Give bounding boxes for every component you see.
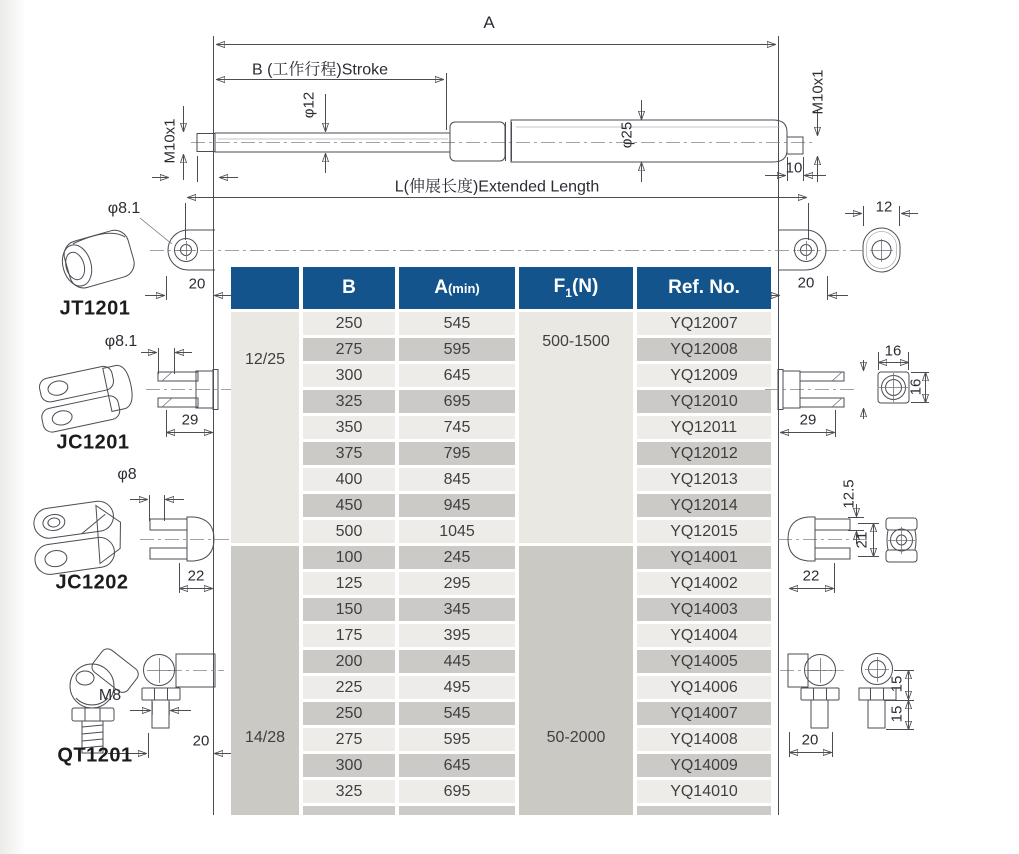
cell-a: 745 <box>399 416 515 439</box>
header-f-sub: 1 <box>565 285 572 300</box>
table-row <box>231 364 771 387</box>
dim-label-12-5: 12.5 <box>840 479 858 509</box>
cell-ref: YQ14007 <box>637 702 771 725</box>
jt1201-photo <box>57 227 138 292</box>
table-row <box>231 442 771 465</box>
header-a-sub: (min) <box>447 281 480 296</box>
cell-ref: YQ14006 <box>637 676 771 699</box>
header-b: B <box>303 267 395 309</box>
dim-label-a: A <box>483 13 495 32</box>
table-row <box>231 754 771 777</box>
cell-b: 500 <box>303 520 395 543</box>
cell-ref: YQ14001 <box>637 546 771 569</box>
fitting-label-jc1202: JC1202 <box>55 571 129 594</box>
cell-b: 450 <box>303 494 395 517</box>
cell-ref: YQ12015 <box>637 520 771 543</box>
dim-label-29-left: 29 <box>181 411 199 429</box>
header-a-main: A <box>434 277 448 298</box>
table-row <box>231 390 771 413</box>
table-row <box>231 780 771 803</box>
dim-label-phi12: φ12 <box>300 91 318 119</box>
dim-label-m10x1-right: M10x1 <box>809 69 827 115</box>
cell-a: 245 <box>399 546 515 569</box>
dim-label-15-lower: 15 <box>888 705 906 723</box>
dim-label-22-left: 22 <box>187 567 205 585</box>
cell-b: 250 <box>303 702 395 725</box>
cell-a: 1045 <box>399 520 515 543</box>
cell-ref: YQ14004 <box>637 624 771 647</box>
table-row <box>231 676 771 699</box>
cell-b: 175 <box>303 624 395 647</box>
cell-a: 595 <box>399 728 515 751</box>
cell-ref: YQ12008 <box>637 338 771 361</box>
cell-ref: YQ14009 <box>637 754 771 777</box>
cell-ref: YQ14010 <box>637 780 771 803</box>
header-f-main: F <box>553 276 566 298</box>
cell-a: 445 <box>399 650 515 673</box>
spec-table <box>227 264 775 815</box>
cell-b: 275 <box>303 338 395 361</box>
group-force-cell: 50-2000 <box>519 546 633 815</box>
table-row <box>231 312 771 335</box>
cell-a: 795 <box>399 442 515 465</box>
table-row <box>231 546 771 569</box>
cell-a: 695 <box>399 780 515 803</box>
header-a-min <box>399 267 515 309</box>
cell-b: 250 <box>303 312 395 335</box>
cell-ref <box>637 806 771 815</box>
cell-b: 400 <box>303 468 395 491</box>
cell-a: 695 <box>399 390 515 413</box>
jc1201-photo <box>34 361 137 433</box>
dim-label-21: 21 <box>853 531 871 549</box>
table-row <box>231 468 771 491</box>
cell-ref: YQ12010 <box>637 390 771 413</box>
cell-ref: YQ12011 <box>637 416 771 439</box>
cell-b: 150 <box>303 598 395 621</box>
dim-label-20-qt-left: 20 <box>192 732 210 750</box>
cell-b: 325 <box>303 780 395 803</box>
cell-a: 595 <box>399 338 515 361</box>
cell-ref: YQ14008 <box>637 728 771 751</box>
group-force-cell: 500-1500 <box>519 312 633 543</box>
callout-phi8-1-jc1201: φ8.1 <box>104 333 138 350</box>
cell-a: 945 <box>399 494 515 517</box>
cell-b: 200 <box>303 650 395 673</box>
cell-a: 345 <box>399 598 515 621</box>
dim-label-16-top: 16 <box>884 342 902 360</box>
dim-label-12: 12 <box>875 198 893 216</box>
cell-a: 295 <box>399 572 515 595</box>
header-ref-no: Ref. No. <box>637 267 771 309</box>
cell-ref: YQ12007 <box>637 312 771 335</box>
table-row <box>231 338 771 361</box>
cell-a: 545 <box>399 702 515 725</box>
dim-label-20-eyelet-left: 20 <box>188 275 206 293</box>
group-size-cell: 14/28 <box>231 546 299 815</box>
table-row <box>231 520 771 543</box>
table-row <box>231 650 771 673</box>
cell-a <box>399 806 515 815</box>
fitting-label-jc1201: JC1201 <box>56 431 130 454</box>
dim-label-29-right: 29 <box>799 411 817 429</box>
fitting-label-qt1201: QT1201 <box>57 744 133 767</box>
callout-phi8-jc1202: φ8 <box>117 466 137 483</box>
table-header-row <box>231 267 771 309</box>
header-f1n <box>519 267 633 309</box>
callout-phi8-1-jt1201: φ8.1 <box>107 200 141 217</box>
dim-label-m10x1-left: M10x1 <box>161 118 179 164</box>
cell-ref: YQ12013 <box>637 468 771 491</box>
cell-a: 395 <box>399 624 515 647</box>
cell-a: 545 <box>399 312 515 335</box>
dim-label-b-stroke: B (工作行程)Stroke <box>251 61 389 79</box>
table-row <box>231 572 771 595</box>
cell-ref: YQ12012 <box>637 442 771 465</box>
table-row <box>231 624 771 647</box>
spec-table-region <box>227 264 779 815</box>
fitting-label-jt1201: JT1201 <box>59 297 131 320</box>
table-row <box>231 702 771 725</box>
dim-label-10: 10 <box>785 159 803 177</box>
cell-a: 645 <box>399 364 515 387</box>
cell-a: 845 <box>399 468 515 491</box>
cell-b: 125 <box>303 572 395 595</box>
table-row <box>231 416 771 439</box>
cell-b: 350 <box>303 416 395 439</box>
table-row <box>231 728 771 751</box>
table-row <box>231 494 771 517</box>
table-row <box>231 598 771 621</box>
cell-b: 275 <box>303 728 395 751</box>
dim-label-extended-length: L(伸展长度)Extended Length <box>394 178 600 196</box>
cell-b: 300 <box>303 364 395 387</box>
dim-label-22-right: 22 <box>802 567 820 585</box>
header-f-unit: (N) <box>571 276 599 298</box>
table-row-partial <box>231 806 771 815</box>
header-group <box>231 267 299 309</box>
cell-b: 225 <box>303 676 395 699</box>
dim-label-20-qt-right: 20 <box>801 731 819 749</box>
cell-ref: YQ14002 <box>637 572 771 595</box>
cell-a: 495 <box>399 676 515 699</box>
cell-b: 300 <box>303 754 395 777</box>
cell-a: 645 <box>399 754 515 777</box>
cell-b <box>303 806 395 815</box>
cell-ref: YQ14005 <box>637 650 771 673</box>
dim-label-16-right: 16 <box>907 378 925 396</box>
cell-b: 100 <box>303 546 395 569</box>
jc1202-photo <box>28 498 126 576</box>
cell-ref: YQ14003 <box>637 598 771 621</box>
cell-b: 325 <box>303 390 395 413</box>
cell-b: 375 <box>303 442 395 465</box>
group-size-cell: 12/25 <box>231 312 299 543</box>
dim-label-15-upper: 15 <box>888 675 906 693</box>
cell-ref: YQ12009 <box>637 364 771 387</box>
dim-label-20-eyelet-right: 20 <box>797 274 815 292</box>
callout-m8-qt1201: M8 <box>98 687 122 704</box>
cell-ref: YQ12014 <box>637 494 771 517</box>
dim-label-phi25: φ25 <box>618 121 636 149</box>
